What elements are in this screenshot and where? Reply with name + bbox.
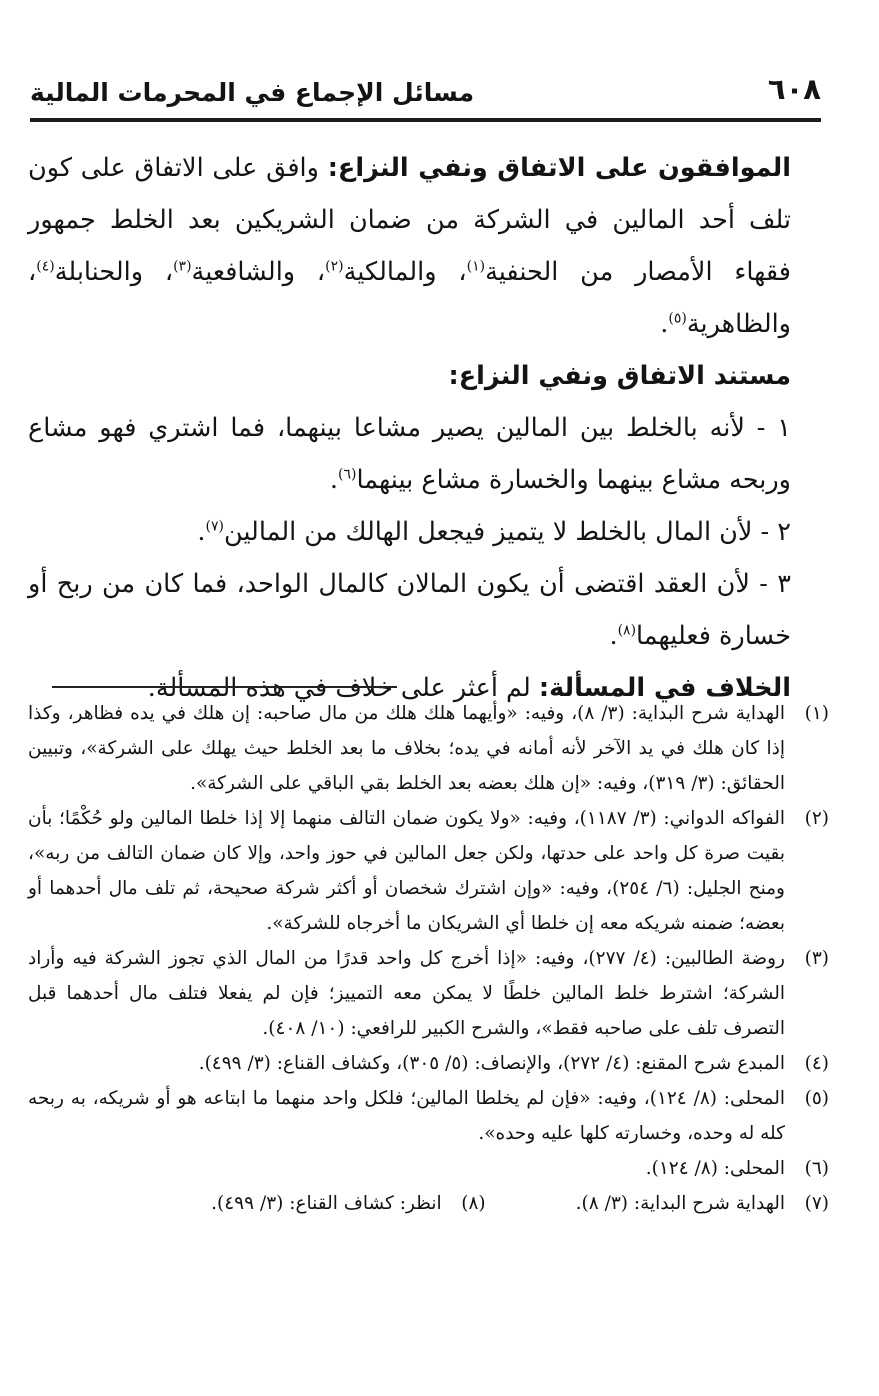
page-number: ٦٠٨ bbox=[767, 72, 821, 106]
footnote-5 bbox=[28, 1081, 829, 1151]
footnote-4 bbox=[28, 1046, 829, 1081]
footnote-ref-5[interactable]: (٥) bbox=[668, 310, 687, 327]
footnote-number: (٧) bbox=[804, 1193, 829, 1214]
footnote-ref-1[interactable]: (١) bbox=[466, 258, 486, 275]
heading-disagreement: الخلاف في المسألة: bbox=[538, 673, 791, 703]
footnote-number: (٢) bbox=[804, 808, 829, 829]
footnote-text: المحلى: (٨/ ١٢٤). bbox=[645, 1158, 785, 1179]
footnote-8 bbox=[211, 1186, 486, 1221]
paragraph-disagreement: الخلاف في المسألة: لم أعثر على خلاف في هذه المسألة. bbox=[147, 673, 791, 703]
heading-evidence: مستند الاتفاق ونفي النزاع: bbox=[448, 361, 791, 391]
footnote-text: المحلى: (٨/ ١٢٤)، وفيه: «فإن لم يخلطا المالين؛ فلكل واحد منهما ما ابتاعه هو أو شريكه، به ربحه كله له وحده، وخسارته كلها عليه وحده». bbox=[28, 1088, 785, 1144]
footnote-text: الهداية شرح البداية: (٣/ ٨)، وفيه: «وأيهما هلك هلك من مال صاحبه: إن هلك في يده فظاهر، وكذا إذا كان هلك في يد الآخر لأنه أمانه في يده؛ بخلاف ما بعد الخلط حيث يهلك على الشركة»، وتبيين الحقائق: (٣/ ٣١٩)، وفيه: «إن هلك بعضه بعد الخلط بقي الباقي على الشركة». bbox=[28, 703, 786, 794]
footnote-ref-2[interactable]: (٢) bbox=[325, 258, 344, 275]
footnote-ref-7[interactable]: (٧) bbox=[205, 518, 224, 535]
footnote-ref-3[interactable]: (٣) bbox=[173, 258, 192, 275]
paragraph-evidence-3: ٣ - لأن العقد اقتضى أن يكون المالان كالمال الواحد، فما كان من ربح أو خسارة فعليهما$^{(٨)}$. bbox=[28, 569, 791, 651]
paragraph-evidence-2: ٢ - لأن المال بالخلط لا يتميز فيجعل الهالك من المالين$^{(٧)}$. bbox=[197, 517, 791, 547]
footnote-number: (٣) bbox=[804, 948, 829, 969]
footnote-1 bbox=[28, 696, 829, 801]
footnote-ref-4[interactable]: (٤) bbox=[36, 258, 55, 275]
footnote-number: (٦) bbox=[804, 1158, 829, 1179]
footnote-number: (٥) bbox=[804, 1088, 829, 1109]
footnote-ref-6[interactable]: (٦) bbox=[338, 466, 357, 483]
footnote-3 bbox=[28, 941, 829, 1046]
paragraph-agreement: الموافقون على الاتفاق ونفي النزاع: وافق على الاتفاق على كون تلف أحد المالين في الشركة من ضمان الشريكين بعد الخلط جمهور فقهاء الأمصار من الحنفية$^{(١)}$، والمالكية$^{(٢)}$، والشافعية$^{(٣)}$، والحنابلة$^{(٤)}$، والظاهرية$^{(٥)}$. bbox=[28, 153, 791, 339]
page-header bbox=[30, 72, 821, 122]
footnote-number: (٨) bbox=[461, 1193, 486, 1214]
paragraph-evidence-1: ١ - لأنه بالخلط بين المالين يصير مشاعا بينهما، فما اشتري فهو مشاع وربحه مشاع بينهما والخسارة مشاع بينهما$^{(٦)}$. bbox=[28, 413, 791, 495]
main-text bbox=[28, 142, 823, 714]
footnote-7 bbox=[576, 1186, 829, 1221]
footnote-text: الهداية شرح البداية: (٣/ ٨). bbox=[575, 1193, 785, 1214]
footnote-number: (١) bbox=[804, 703, 829, 724]
heading-agreement: الموافقون على الاتفاق ونفي النزاع: bbox=[327, 153, 791, 183]
footnotes bbox=[28, 696, 829, 1221]
footnote-text: انظر: كشاف القناع: (٣/ ٤٩٩). bbox=[211, 1193, 442, 1214]
footnote-ref-8[interactable]: (٨) bbox=[617, 622, 637, 639]
footnote-separator bbox=[52, 686, 397, 688]
footnote-number: (٤) bbox=[804, 1053, 829, 1074]
footnote-text: روضة الطالبين: (٤/ ٢٧٧)، وفيه: «إذا أخرج كل واحد قدرًا من المال الذي تجوز الشركة فيه وأراد الشركة؛ اشترط خلط المالين خلطًا لا يمكن معه التمييز؛ فإن لم يفعلا فتلف مال أحدهما قبل التصرف تلف على صاحبه فقط»، والشرح الكبير للرافعي: (١٠/ ٤٠٨). bbox=[28, 948, 785, 1039]
paragraph-evidence-heading bbox=[28, 350, 823, 402]
footnote-6 bbox=[28, 1151, 829, 1186]
footnote-2 bbox=[28, 801, 829, 941]
footnote-text: الفواكه الدواني: (٣/ ١١٨٧)، وفيه: «ولا يكون ضمان التالف منهما إلا إذا خلطا المالين ولو حُكْمًا؛ بأن بقيت صرة كل واحد على حدتها، ولكن جعل المالين في حوز واحد، وإلا كان ضمان التالف من ربه»، ومنح الجليل: (٦/ ٢٥٤)، وفيه: «وإن اشترك شخصان أو أكثر شركة صحيحة، ثم تلف مال أحدهما أو بعضه؛ ضمنه شريكه معه إن خلطا أي الشريكان ما أخرجاه للشركة». bbox=[28, 808, 786, 934]
footnote-row-7-8 bbox=[28, 1186, 829, 1221]
running-title: مسائل الإجماع في المحرمات المالية bbox=[30, 78, 475, 107]
footnote-text: المبدع شرح المقنع: (٤/ ٢٧٢)، والإنصاف: (٥/ ٣٠٥)، وكشاف القناع: (٣/ ٤٩٩). bbox=[198, 1053, 785, 1074]
